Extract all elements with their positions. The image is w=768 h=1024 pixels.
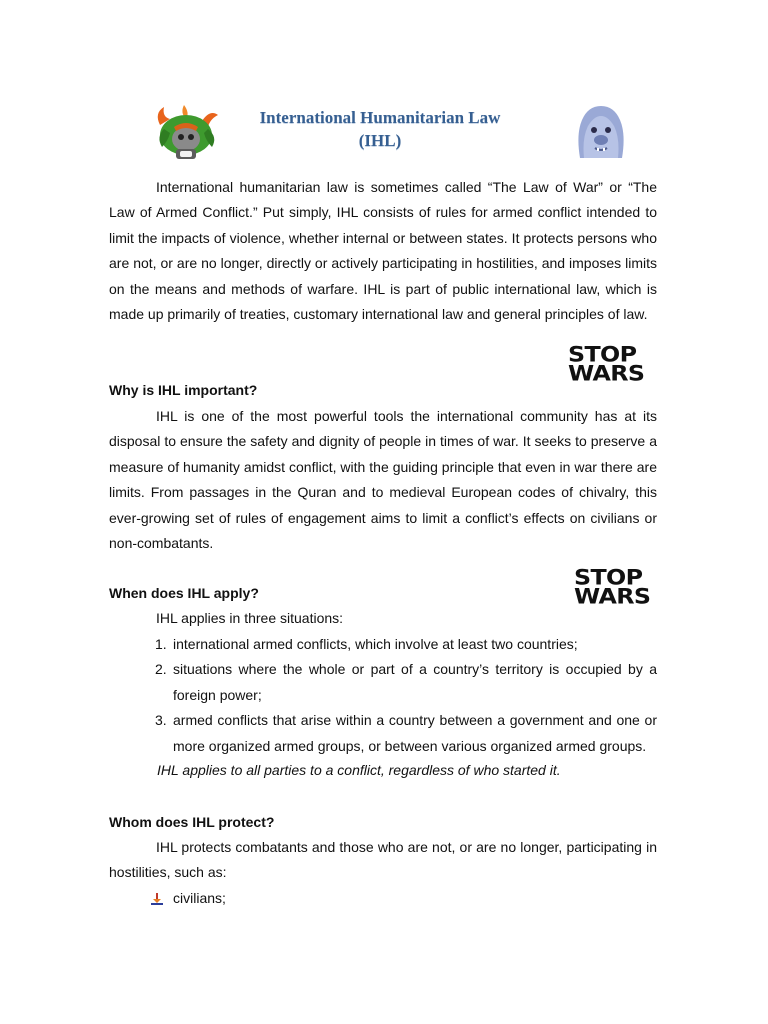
title-line-2: (IHL) <box>358 131 402 150</box>
protect-paragraph: IHL protects combatants and those who are not, or are no longer, participating in hostilities, such as: <box>109 839 657 881</box>
bullet-text: civilians; <box>173 890 226 906</box>
heading-when-apply: When does IHL apply? <box>109 585 259 601</box>
list-number: 1. <box>155 636 167 652</box>
list-item <box>150 886 226 911</box>
apply-intro: IHL applies in three situations: <box>156 610 344 626</box>
list-text: international armed conflicts, which involve at least two countries; <box>173 636 578 652</box>
stop-wars-line-1: STOP <box>574 565 643 591</box>
stop-wars-line-2: WARS <box>568 361 645 387</box>
important-paragraph: IHL is one of the most powerful tools the international community has at its disposal to ensure the safety and dignity of people in times of war. It seeks to preserve a measure of humanity amidst conflict, with the guiding principle that even in war there are limits. From passages in the Quran and to medieval European codes of chivalry, this ever-growing set of rules of engagement aims to limit a conflict’s effects on civilians or non-combatants. <box>109 408 657 552</box>
list-item <box>155 708 657 759</box>
soldier-mascot-icon <box>150 103 222 165</box>
list-item <box>155 632 657 657</box>
heading-whom-protect: Whom does IHL protect? <box>109 814 275 830</box>
stop-wars-logo <box>574 565 651 610</box>
stop-wars-line-1: STOP <box>568 342 637 368</box>
document-title <box>230 106 530 152</box>
apply-note: IHL applies to all parties to a conflict, regardless of who started it. <box>157 762 561 778</box>
title-line-1: International Humanitarian Law <box>259 108 501 127</box>
stop-wars-line-2: WARS <box>574 584 651 610</box>
stop-wars-logo <box>568 342 645 387</box>
heading-why-important: Why is IHL important? <box>109 382 258 398</box>
apply-list <box>155 632 657 759</box>
wookiee-head-icon <box>574 104 628 160</box>
arrow-bullet-icon <box>150 892 164 906</box>
intro-paragraph: International humanitarian law is sometimes called “The Law of War” or “The Law of Armed Conflict.” Put simply, IHL consists of rules for armed conflict intended to limit the impacts of violence, whether internal or between states. It protects persons who are not, or are no longer, directly or actively participating in hostilities, and imposes limits on the means and methods of warfare. IHL is part of public international law, which is made up primarily of treaties, customary international law and general principles of law. <box>109 179 657 323</box>
list-text: armed conflicts that arise within a country between a government and one or more organized armed groups, or between various organized armed groups. <box>173 712 657 754</box>
list-item <box>155 657 657 708</box>
list-number: 3. <box>155 712 167 729</box>
list-text: situations where the whole or part of a country’s territory is occupied by a foreign power; <box>173 661 657 703</box>
list-number: 2. <box>155 661 167 678</box>
